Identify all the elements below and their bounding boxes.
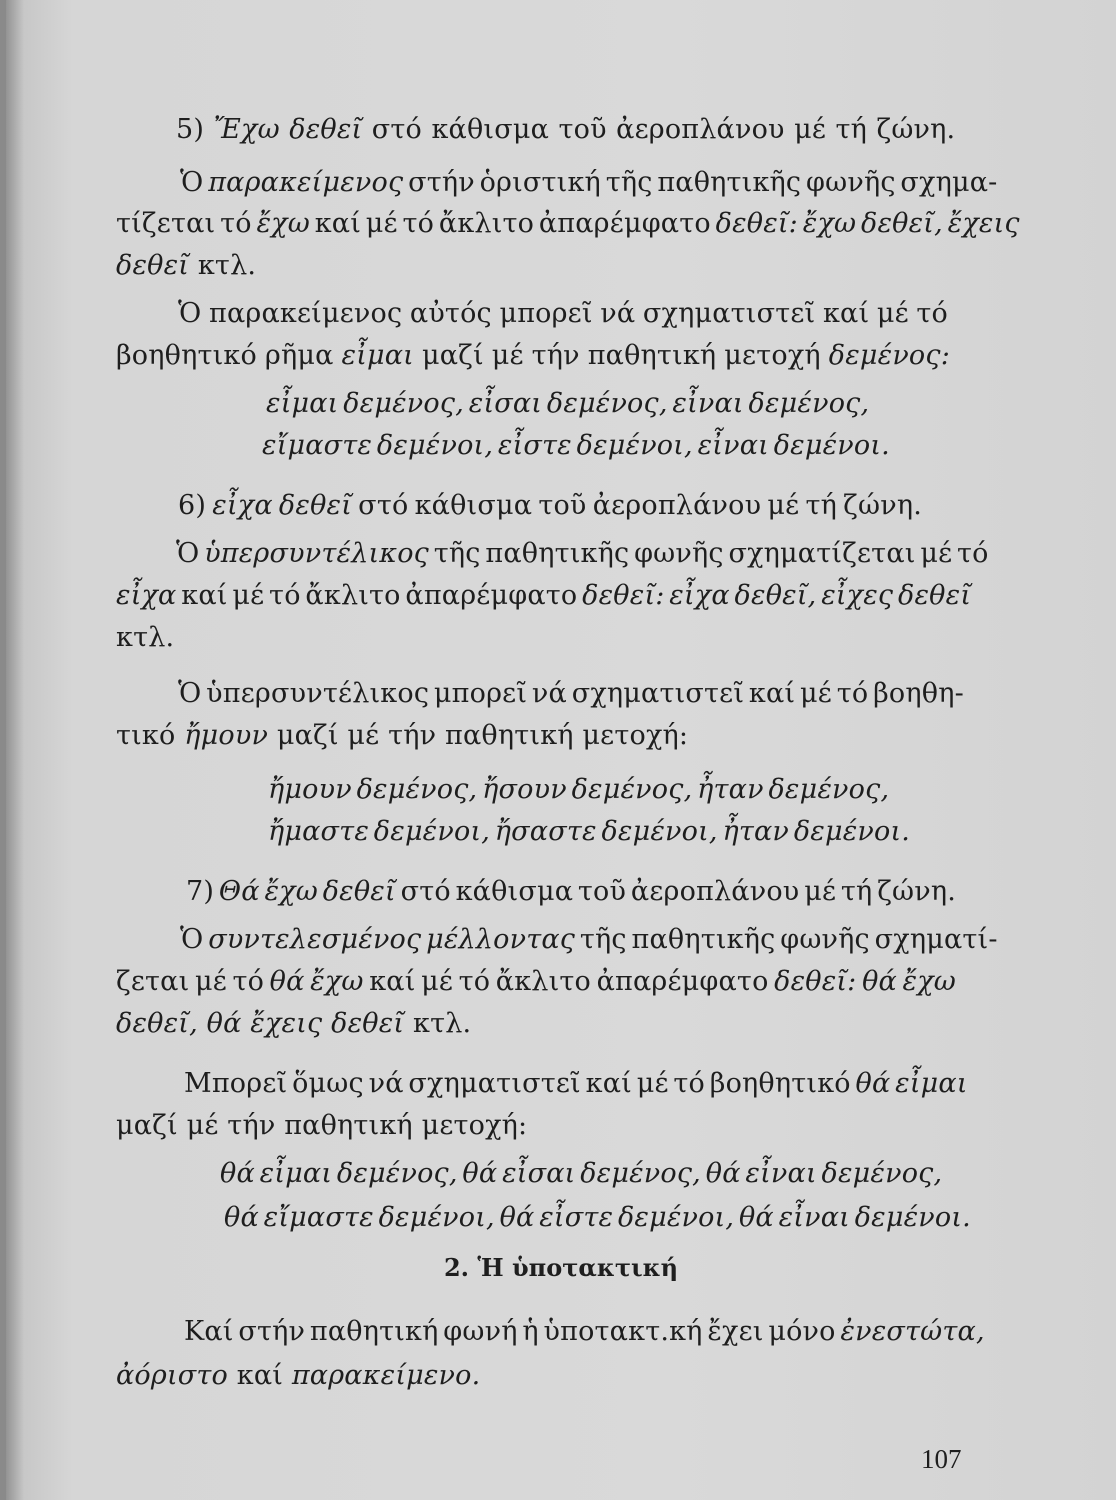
text-segment: στό κάθισμα τοῦ ἀεροπλάνου μέ τή ζώνη. <box>352 490 922 521</box>
text-segment: κτλ. <box>404 1008 472 1039</box>
italic-segment: ἐνεστώτα, <box>840 1316 985 1347</box>
text-segment: στό κάθισμα τοῦ ἀεροπλάνου μέ τή ζώνη. <box>395 876 957 907</box>
italic-segment: Ἔχω δεθεῖ <box>213 114 363 145</box>
italic-segment: εἶχα <box>116 580 177 611</box>
text-segment: μαζί μέ τήν παθητική μετοχή: <box>116 1110 528 1141</box>
text-segment: Ὁ ὑπερσυντέλικος μπορεῖ νά σχηματιστεῖ καί μέ τό βοηθη- <box>178 678 964 709</box>
text-line-18 <box>180 922 998 958</box>
text-segment: στό κάθισμα τοῦ ἀεροπλάνου μέ τή ζώνη. <box>362 114 956 145</box>
text-line-13 <box>178 676 964 712</box>
text-line-8 <box>262 428 890 464</box>
text-segment: κτλ. <box>116 622 175 653</box>
text-line-1 <box>176 112 955 148</box>
text-segment: βοηθητικό ρῆμα <box>116 340 342 371</box>
text-line-5 <box>178 296 948 332</box>
text-segment: μαζί μέ τήν παθητική μετοχή <box>413 340 829 371</box>
text-segment: στήν ὁριστική τῆς παθητικῆς φωνῆς σχημα- <box>403 167 998 198</box>
text-line-3 <box>116 206 1020 242</box>
text-segment: ζεται μέ τό <box>116 966 270 997</box>
text-line-26 <box>116 1358 480 1394</box>
text-line-10 <box>176 536 989 572</box>
text-segment: καί μέ τό ἄκλιτο ἀπαρέμφατο <box>363 966 775 997</box>
text-segment: Μπορεῖ ὅμως νά σχηματιστεῖ καί μέ τό βοηθητικό <box>184 1068 856 1099</box>
italic-segment: θά εἶμαι δεμένος, θά εἶσαι δεμένος, θά εἶναι δεμένος, <box>220 1158 943 1189</box>
italic-segment: θά εἶμαι <box>855 1068 968 1099</box>
italic-segment: εἶχα δεθεῖ <box>212 490 353 521</box>
italic-segment: Θά ἔχω δεθεῖ <box>218 876 396 907</box>
text-segment: 5) <box>176 114 214 145</box>
italic-segment: ἀόριστο <box>116 1360 228 1391</box>
text-segment: 6) <box>178 490 213 521</box>
text-line-19 <box>116 964 956 1000</box>
text-segment: Ὁ <box>176 538 205 569</box>
section-heading: 2. Ἡ ὑποτακτική <box>443 1253 679 1282</box>
italic-segment: δεθεῖ: εἶχα δεθεῖ, εἶχες δεθεῖ <box>582 580 972 611</box>
text-line-16 <box>268 814 910 850</box>
italic-segment: ἤμουν <box>184 720 269 751</box>
text-line-11 <box>116 578 971 614</box>
text-segment: κτλ. <box>189 250 257 281</box>
italic-segment: εἶμαι <box>341 340 414 371</box>
text-segment: τίζεται τό <box>116 208 257 239</box>
text-line-14 <box>116 718 688 754</box>
page-number: 107 <box>921 1444 962 1474</box>
text-line-24 <box>224 1200 971 1236</box>
text-segment: τῆς παθητικῆς φωνῆς σχηματίζεται μέ τό <box>428 538 989 569</box>
text-line-12 <box>116 620 174 656</box>
italic-segment: δεμένος: <box>828 340 951 371</box>
text-line-25 <box>184 1314 985 1350</box>
text-line-4 <box>116 248 256 284</box>
italic-segment: δεθεῖ, θά ἔχεις δεθεῖ <box>116 1008 405 1039</box>
italic-segment: ἤμαστε δεμένοι, ἤσαστε δεμένοι, ἦταν δεμένοι. <box>268 816 911 847</box>
italic-segment: ὑπερσυντέλικος <box>204 538 429 569</box>
italic-segment: θά ἔχω <box>269 966 364 997</box>
text-line-22 <box>116 1108 527 1144</box>
text-segment: καί μέ τό ἄκλιτο ἀπαρέμφατο <box>309 208 716 239</box>
text-line-6 <box>116 338 950 374</box>
text-segment: Ὁ παρακείμενος αὐτός μπορεῖ νά σχηματιστεῖ καί μέ τό <box>178 298 948 329</box>
italic-segment: συντελεσμένος μέλλοντας <box>208 924 576 955</box>
text-segment: μαζί μέ τήν παθητική μετοχή: <box>268 720 689 751</box>
italic-segment: εἴμαστε δεμένοι, εἶστε δεμένοι, εἶναι δεμένοι. <box>262 430 890 461</box>
text-segment: Ὁ <box>180 167 209 198</box>
italic-segment: δεθεῖ: ἔχω δεθεῖ, ἔχεις <box>715 208 1020 239</box>
text-segment: τῆς παθητικῆς φωνῆς σχηματί- <box>575 924 998 955</box>
italic-segment: παρακείμενος <box>208 167 404 198</box>
italic-segment: ἤμουν δεμένος, ἤσουν δεμένος, ἦταν δεμένος, <box>268 774 890 805</box>
text-segment: 7) <box>186 876 219 907</box>
text-line-15 <box>268 772 889 808</box>
text-segment: καί <box>227 1360 292 1391</box>
text-line-21 <box>184 1066 968 1102</box>
text-line-23 <box>220 1156 942 1192</box>
italic-segment: δεθεῖ <box>116 250 190 281</box>
text-line-17 <box>186 874 956 910</box>
book-page <box>6 0 1116 1500</box>
text-segment: τικό <box>116 720 185 751</box>
text-segment: Ὁ <box>180 924 209 955</box>
italic-segment: δεθεῖ: θά ἔχω <box>774 966 957 997</box>
italic-segment: εἶμαι δεμένος, εἶσαι δεμένος, εἶναι δεμένος, <box>266 388 870 419</box>
text-line-7 <box>266 386 869 422</box>
text-line-20 <box>116 1006 471 1042</box>
italic-segment: ἔχω <box>256 208 310 239</box>
text-line-9 <box>178 488 922 524</box>
text-line-2 <box>180 165 998 201</box>
italic-segment: παρακείμενο. <box>291 1360 481 1391</box>
text-segment: Καί στήν παθητική φωνή ἡ ὑποτακτ.κή ἔχει μόνο <box>184 1316 841 1347</box>
text-segment: καί μέ τό ἄκλιτο ἀπαρέμφατο <box>176 580 583 611</box>
italic-segment: θά εἴμαστε δεμένοι, θά εἶστε δεμένοι, θά εἶναι δεμένοι. <box>224 1202 971 1233</box>
